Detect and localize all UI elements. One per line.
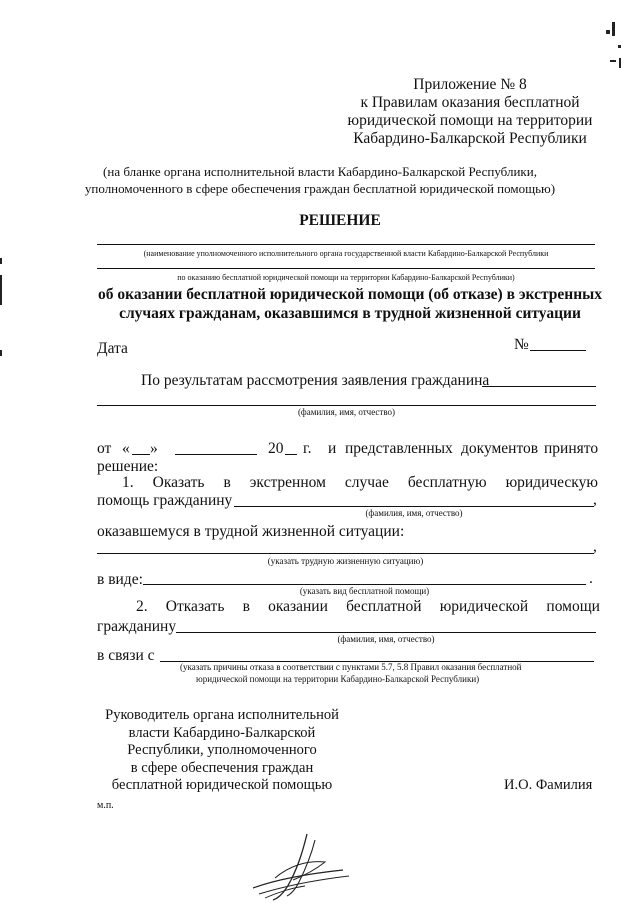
- organ-caption: по оказанию бесплатной юридической помощи на территории Кабардино-Балкарской Республики): [177, 273, 515, 282]
- reason-caption: юридической помощи на территории Кабардино-Балкарской Республики): [196, 674, 480, 684]
- scan-mark: [606, 30, 610, 34]
- appendix-header: [340, 76, 600, 148]
- scan-mark: [0, 275, 2, 305]
- item1-word: 1.: [122, 474, 134, 491]
- signatory-line: власти Кабардино-Балкарской: [128, 724, 316, 741]
- day-field: [132, 454, 150, 455]
- item2-word: в: [242, 598, 250, 615]
- item2-word: Отказать: [165, 598, 225, 615]
- scan-mark: [618, 45, 621, 48]
- blank-note: [60, 163, 580, 197]
- item2-word: оказании: [268, 598, 328, 615]
- year-field: [285, 454, 297, 455]
- appendix-line: Приложение № 8: [413, 76, 527, 93]
- comma: ,: [593, 491, 597, 508]
- applicant-name-field: [482, 386, 596, 387]
- blank-note-line: уполномоченного в сфере обеспечения граждан бесплатной юридической помощью): [84, 181, 556, 196]
- signature-name: И.О. Фамилия: [504, 777, 593, 793]
- signatory-line: Руководитель органа исполнительной: [105, 707, 339, 723]
- fio-caption: (фамилия, имя, отчество): [297, 407, 396, 417]
- signatory-block: [88, 707, 356, 795]
- item2-word: бесплатной: [346, 598, 422, 615]
- refused-name-field: [176, 632, 596, 633]
- scan-mark: [619, 58, 621, 68]
- appendix-line: юридической помощи на территории: [347, 112, 593, 129]
- month-field: [175, 454, 257, 455]
- item2-word: 2.: [136, 598, 148, 615]
- from-text: документов: [461, 440, 539, 457]
- item2-word: помощи: [546, 598, 600, 615]
- applicant-name-line: [97, 405, 596, 406]
- signatory-line: Республики, уполномоченного: [127, 742, 317, 758]
- scan-mark: [612, 22, 615, 36]
- fio-caption: (фамилия, имя, отчество): [337, 634, 435, 644]
- handwritten-signature: [245, 830, 355, 902]
- from-text: и: [328, 440, 337, 457]
- number-field: [530, 350, 586, 351]
- item1-word: юридическую: [505, 474, 598, 491]
- scan-mark: [0, 350, 2, 356]
- organ-name-line: [97, 268, 595, 269]
- item1-word: в: [223, 474, 231, 491]
- item1-word: Оказать: [152, 474, 205, 491]
- kind-field: [143, 584, 586, 585]
- document-title: РЕШЕНИЕ: [299, 212, 381, 229]
- quote-open: «: [122, 440, 130, 457]
- blank-note-line: (на бланке органа исполнительной власти Кабардино-Балкарской Республики,: [103, 164, 537, 179]
- situation-field: [97, 553, 594, 554]
- kind-label: в виде:: [97, 571, 143, 588]
- reason-caption: (указать причины отказа в соответствии с пунктами 5.7, 5.8 Правил оказания бесплатной: [180, 662, 522, 672]
- item2-text: [136, 598, 600, 616]
- date-label: Дата: [97, 340, 128, 357]
- decision-subject: [90, 285, 610, 323]
- item2-continuation: гражданину: [97, 618, 177, 635]
- kind-caption: (указать вид бесплатной помощи): [299, 586, 430, 596]
- year-prefix: 20: [268, 440, 284, 457]
- from-text: представленных: [345, 440, 453, 457]
- item1-word: случае: [344, 474, 389, 491]
- item1-word: экстренном: [249, 474, 326, 491]
- appendix-line: Кабардино-Балкарской Республики: [353, 130, 587, 147]
- signatory-line: бесплатной юридической помощью: [111, 777, 333, 793]
- organ-caption: (наименование уполномоченного исполнительного органа государственной власти Кабардино-Балкарской Республики: [143, 249, 549, 258]
- from-label: от: [97, 440, 112, 457]
- reason-label: в связи с: [97, 647, 155, 664]
- item1-text: [122, 474, 598, 492]
- quote-close: »: [150, 440, 158, 457]
- review-text: По результатам рассмотрения заявления гражданина: [141, 372, 490, 389]
- item1-continuation: помощь гражданину: [97, 492, 233, 509]
- period: .: [589, 570, 593, 587]
- situation-label: оказавшемуся в трудной жизненной ситуации:: [97, 523, 405, 540]
- fio-caption: (фамилия, имя, отчество): [365, 508, 463, 518]
- stamp-place: м.п.: [97, 800, 114, 811]
- comma: ,: [593, 538, 597, 555]
- signatory-line: в сфере обеспечения граждан: [130, 759, 314, 776]
- recipient-name-field: [234, 506, 594, 507]
- scan-mark: [610, 60, 616, 62]
- scan-mark: [0, 258, 2, 264]
- year-suffix: г.: [303, 440, 312, 457]
- number-label: №: [514, 336, 529, 353]
- subject-line: случаях гражданам, оказавшимся в трудной жизненной ситуации: [119, 305, 581, 322]
- from-text: принято: [544, 440, 599, 457]
- decision-label: решение:: [97, 458, 159, 475]
- situation-caption: (указать трудную жизненную ситуацию): [267, 556, 424, 566]
- organ-name-line: [97, 244, 595, 245]
- appendix-line: к Правилам оказания бесплатной: [360, 94, 580, 111]
- item1-word: бесплатную: [407, 474, 487, 491]
- item2-word: юридической: [439, 598, 529, 615]
- subject-line: об оказании бесплатной юридической помощи (об отказе) в экстренных: [98, 286, 602, 303]
